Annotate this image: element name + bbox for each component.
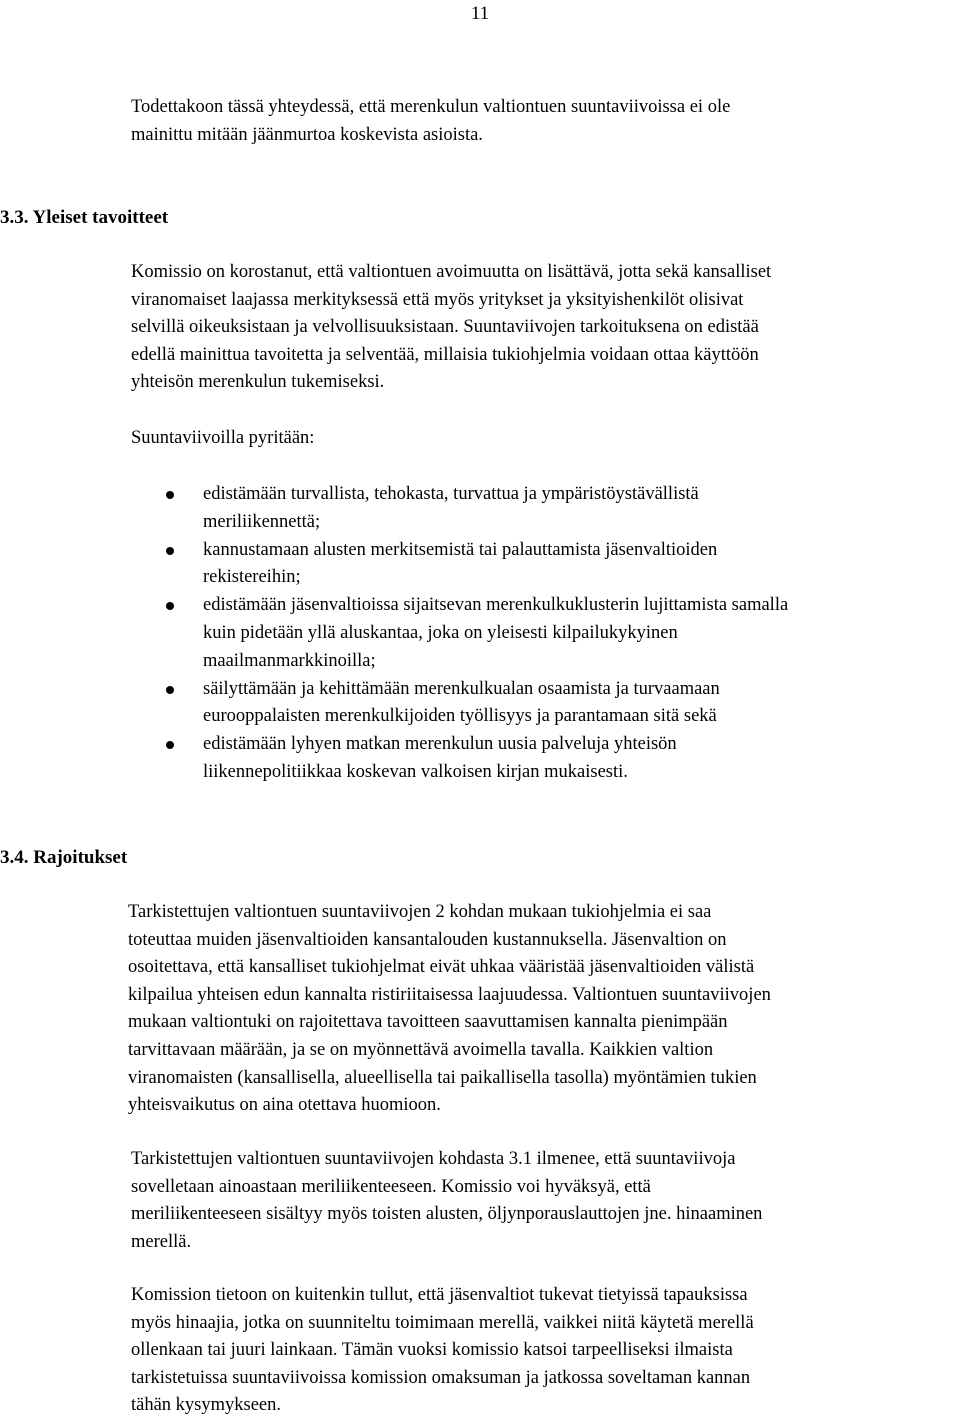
- intro-line: Todettakoon tässä yhteydessä, että merenkulun valtiontuen suuntaviivoissa ei ole: [131, 97, 731, 117]
- paragraph-line: merellä.: [131, 1231, 192, 1252]
- objectives-list: [166, 481, 956, 787]
- paragraph-line: tarvittavaan määrään, ja se on myönnettävä avoimella tavalla. Kaikkien valtion: [128, 1039, 714, 1060]
- intro-line: mainittu mitään jäänmurtoa koskevista asioista.: [131, 124, 483, 145]
- list-item: [166, 676, 956, 731]
- bullet-icon: [166, 491, 174, 499]
- bullet-icon: [166, 686, 174, 694]
- paragraph-line: toteuttaa muiden jäsenvaltioiden kansantalouden kustannuksella. Jäsenvaltion on: [128, 929, 727, 950]
- bullet-icon: [166, 602, 174, 610]
- list-item: [166, 731, 956, 786]
- intro-paragraph: [131, 94, 730, 149]
- list-item: [166, 537, 956, 592]
- paragraph-line: yhteisön merenkulun tukemiseksi.: [131, 372, 385, 393]
- list-item-line: maailmanmarkkinoilla;: [203, 650, 376, 671]
- paragraph-line: tähän kysymykseen.: [131, 1395, 282, 1416]
- paragraph-line: Tarkistettujen valtiontuen suuntaviivojen 2 kohdan mukaan tukiohjelmia ei saa: [128, 902, 712, 922]
- list-item-line: kannustamaan alusten merkitsemistä tai palauttamista jäsenvaltioiden: [203, 539, 718, 560]
- paragraph-line: mukaan valtiontuki on rajoitettava tavoitteen saavuttamisen kannalta pienimpään: [128, 1012, 728, 1033]
- list-item-line: rekistereihin;: [203, 567, 301, 588]
- paragraph-line: tarkistetuissa suuntaviivoissa komission omaksuman ja jatkossa soveltaman kannan: [131, 1367, 751, 1388]
- paragraph-line: yhteisvaikutus on aina otettava huomioon.: [128, 1095, 441, 1116]
- paragraph-line: Komission tietoon on kuitenkin tullut, että jäsenvaltiot tukevat tietyissä tapauksissa: [131, 1285, 748, 1305]
- section-3-4-paragraph-2: [131, 1146, 762, 1256]
- list-item-line: edistämään jäsenvaltioissa sijaitsevan merenkulkuklusterin lujittamista samalla: [203, 595, 789, 616]
- bullet-icon: [166, 547, 174, 555]
- section-3-3-paragraph: [131, 259, 771, 397]
- paragraph-line: selvillä oikeuksistaan ja velvollisuuksistaan. Suuntaviivojen tarkoituksena on edistää: [131, 317, 759, 338]
- paragraph-line: sovelletaan ainoastaan meriliikenteeseen. Komissio voi hyväksyä, että: [131, 1176, 651, 1197]
- paragraph-line: viranomaisten (kansallisella, alueellisella tai paikallisella tasolla) myöntämien tukien: [128, 1067, 757, 1088]
- list-item-line: liikennepolitiikkaa koskevan valkoisen kirjan mukaisesti.: [203, 761, 628, 782]
- paragraph-line: ollenkaan tai juuri lainkaan. Tämän vuoksi komissio katsoi tarpeelliseksi ilmaista: [131, 1340, 733, 1361]
- paragraph-line: osoitettava, että kansalliset tukiohjelmat eivät uhkaa vääristää jäsenvaltioiden välistä: [128, 957, 755, 978]
- list-item-line: edistämään lyhyen matkan merenkulun uusia palveluja yhteisön: [203, 734, 677, 755]
- section-3-4-paragraph-1: [128, 899, 771, 1120]
- lead-in-text: Suuntaviivoilla pyritään:: [131, 428, 315, 448]
- list-item-line: kuin pidetään yllä aluskantaa, joka on yleisesti kilpailukykyinen: [203, 622, 678, 643]
- list-item-line: eurooppalaisten merenkulkijoiden työllisyys ja parantamaan sitä sekä: [203, 706, 717, 727]
- section-heading-3-4: 3.4. Rajoitukset: [0, 847, 128, 868]
- paragraph-line: edellä mainittua tavoitetta ja selventää, millaisia tukiohjelmia voidaan ottaa käyttöön: [131, 344, 759, 365]
- bullet-icon: [166, 741, 174, 749]
- paragraph-line: kilpailua yhteisen edun kannalta ristiriitaisessa laajuudessa. Valtiontuen suuntaviivojen: [128, 984, 771, 1005]
- list-item: [166, 481, 956, 536]
- list-item-line: meriliikennettä;: [203, 511, 321, 532]
- section-3-4-paragraph-3: [131, 1282, 754, 1420]
- paragraph-line: Tarkistettujen valtiontuen suuntaviivojen kohdasta 3.1 ilmenee, että suuntaviivoja: [131, 1149, 736, 1169]
- paragraph-line: meriliikenteeseen sisältyy myös toisten alusten, öljynporauslauttojen jne. hinaaminen: [131, 1204, 763, 1225]
- paragraph-line: Komissio on korostanut, että valtiontuen avoimuutta on lisättävä, jotta sekä kansalliset: [131, 262, 772, 282]
- list-item-line: edistämään turvallista, tehokasta, turvattua ja ympäristöystävällistä: [203, 484, 699, 504]
- list-item: [166, 592, 956, 675]
- list-item-line: säilyttämään ja kehittämään merenkulkualan osaamista ja turvaamaan: [203, 678, 720, 699]
- page-number: 11: [470, 3, 490, 24]
- paragraph-line: viranomaiset laajassa merkityksessä että myös yritykset ja yksityishenkilöt olisivat: [131, 289, 744, 310]
- section-heading-3-3: 3.3. Yleiset tavoitteet: [0, 207, 169, 228]
- paragraph-line: myös hinaajia, jotka on suunniteltu toimimaan merellä, vaikkei niitä käytetä merellä: [131, 1312, 754, 1333]
